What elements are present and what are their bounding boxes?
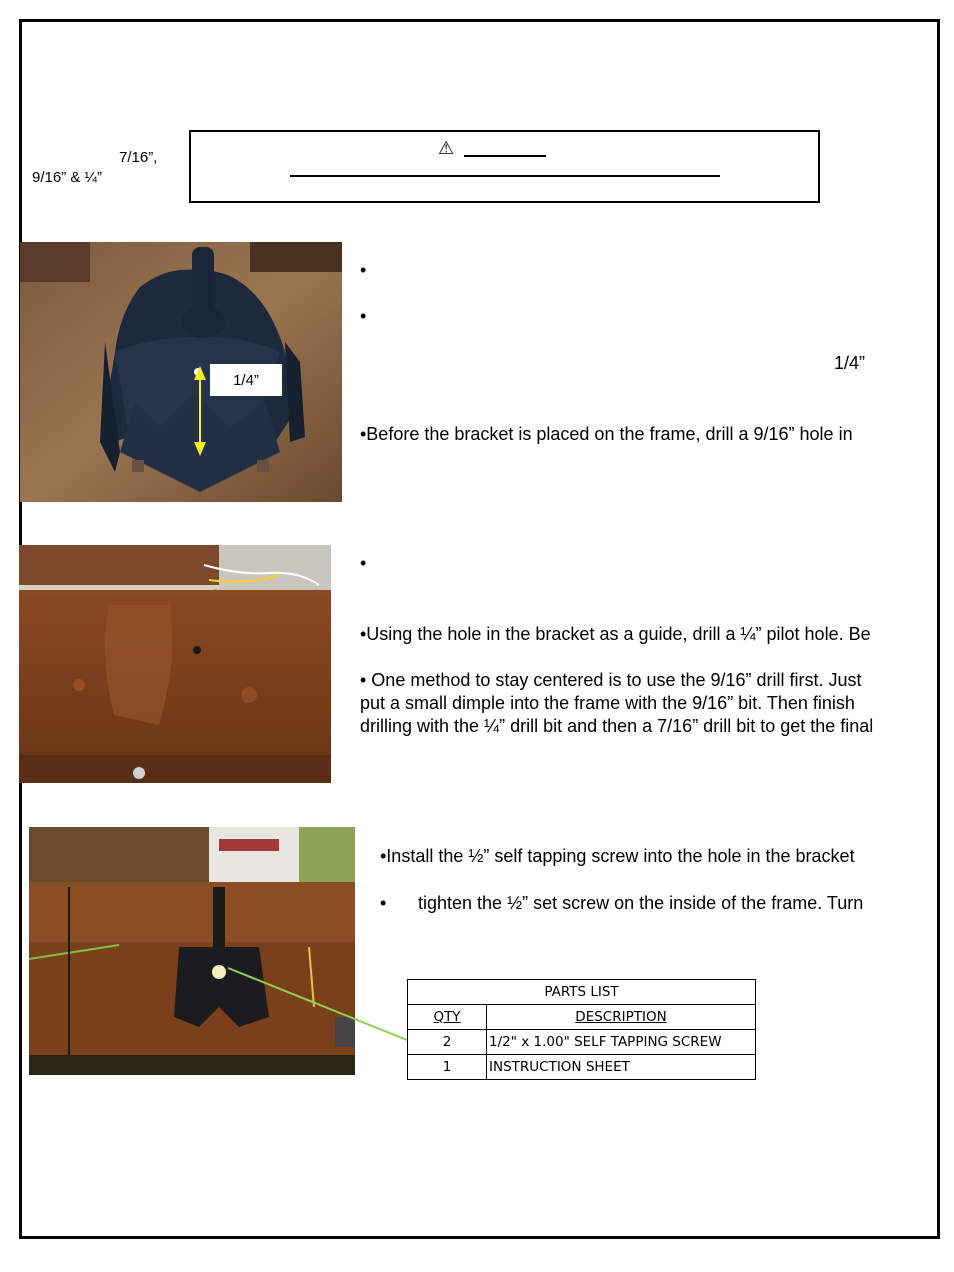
step3-bullet-a: •Install the ½” self tapping screw into the hole in the bracket xyxy=(380,846,855,866)
photo-measure-label: 1/4” xyxy=(210,364,282,396)
step3-bullet-b: tighten the ½” set screw on the inside of the frame. Turn xyxy=(418,893,864,913)
step1-bullet-b: • xyxy=(360,306,367,326)
qty-header: QTY xyxy=(433,1009,461,1025)
description-header: DESCRIPTION xyxy=(575,1009,667,1025)
table-row xyxy=(408,1055,756,1080)
table-row xyxy=(408,1030,756,1055)
step2-bullet-c-line1: • One method to stay centered is to use the 9/16” drill first. Just xyxy=(360,670,862,690)
step1-bullet-a: • xyxy=(360,260,367,280)
side-note-line1: 7/16”, xyxy=(119,149,158,166)
step1-bullet-c: •Before the bracket is placed on the frame, drill a 9/16” hole in xyxy=(360,424,853,444)
warning-icon: ⚠ xyxy=(438,138,455,159)
step3-bullet-b-mark: • xyxy=(380,893,387,913)
side-note-line2: 9/16” & ¼” xyxy=(32,169,103,186)
row-qty: 2 xyxy=(408,1030,487,1055)
step2-bullet-c-line3: drilling with the ¼” drill bit and then a 7/16” drill bit to get the final xyxy=(360,716,874,736)
step2-bullet-a: • xyxy=(360,553,367,573)
step2-bullet-c-line2: put a small dimple into the frame with the 9/16” bit. Then finish xyxy=(360,693,855,713)
row-qty: 1 xyxy=(408,1055,487,1080)
step2-bullet-b: •Using the hole in the bracket as a guide, drill a ¼” pilot hole. Be xyxy=(360,624,871,644)
row-description: 1/2" x 1.00" SELF TAPPING SCREW xyxy=(487,1030,756,1055)
step1-measure: 1/4” xyxy=(834,353,866,373)
parts-list-table xyxy=(407,979,756,1080)
row-description: INSTRUCTION SHEET xyxy=(487,1055,756,1080)
parts-list-title: PARTS LIST xyxy=(408,980,756,1005)
